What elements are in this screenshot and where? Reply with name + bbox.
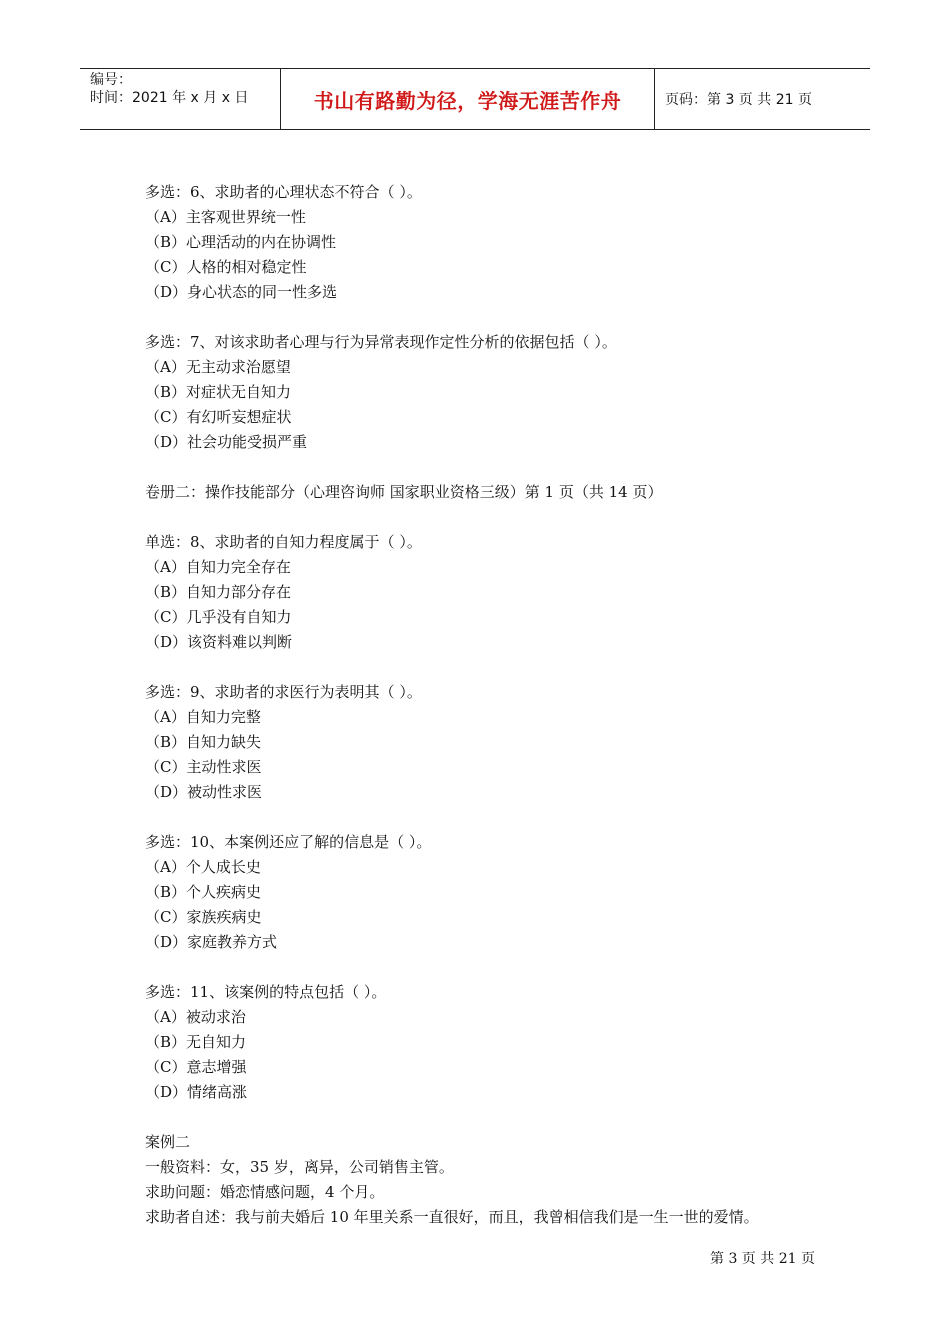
paragraph-gap	[145, 955, 845, 980]
text-line: 多选：6、求助者的心理状态不符合（ ）。	[145, 183, 422, 201]
serial-label: 编号：	[90, 72, 132, 88]
text-line: （C）主动性求医	[145, 758, 262, 776]
text-line: （A）主客观世界统一性	[145, 208, 306, 226]
text-line: （A）被动求治	[145, 1008, 246, 1026]
text-line: 单选：8、求助者的自知力程度属于（ ）。	[145, 533, 422, 551]
paragraph-gap	[145, 655, 845, 680]
text-line: 求助者自述：我与前夫婚后 10 年里关系一直很好，而且，我曾相信我们是一生一世的爱情。	[145, 1208, 759, 1226]
text-line: （C）人格的相对稳定性	[145, 258, 307, 276]
text-line: （B）心理活动的内在协调性	[145, 233, 337, 251]
paragraph-gap	[145, 455, 845, 480]
page-footer: 第 3 页 共 21 页	[710, 1251, 815, 1267]
text-line: 多选：7、对该求助者心理与行为异常表现作定性分析的依据包括（ ）。	[145, 333, 617, 351]
text-line: （B）自知力部分存在	[145, 583, 292, 601]
text-line: 多选：11、该案例的特点包括（ ）。	[145, 983, 387, 1001]
paragraph-gap	[145, 1105, 845, 1130]
text-line: （C）意志增强	[145, 1058, 247, 1076]
text-line: （A）自知力完整	[145, 708, 261, 726]
text-line: （C）家族疾病史	[145, 908, 262, 926]
text-line: （B）自知力缺失	[145, 733, 262, 751]
text-line: （B）对症状无自知力	[145, 383, 292, 401]
header-page-code: 页码：第 3 页 共 21 页	[665, 92, 812, 108]
text-line: 一般资料：女，35 岁，离异，公司销售主管。	[145, 1158, 454, 1176]
date-line: 时间：2021 年 x 月 x 日	[90, 90, 249, 106]
text-line: （D）身心状态的同一性多选	[145, 283, 338, 301]
text-line: （C）几乎没有自知力	[145, 608, 292, 626]
paragraph-gap	[145, 505, 845, 530]
text-line: （D）社会功能受损严重	[145, 433, 308, 451]
page-header	[80, 68, 870, 130]
text-line: 求助问题：婚恋情感问题，4 个月。	[145, 1183, 385, 1201]
text-line: （A）无主动求治愿望	[145, 358, 291, 376]
header-motto: 书山有路勤为径，学海无涯苦作舟	[281, 69, 655, 129]
text-line: （C）有幻听妄想症状	[145, 408, 292, 426]
text-line: （B）个人疾病史	[145, 883, 262, 901]
text-line: （A）个人成长史	[145, 858, 261, 876]
document-body	[145, 180, 845, 1230]
text-line: （D）该资料难以判断	[145, 633, 293, 651]
header-meta	[80, 69, 281, 129]
text-line: 多选：9、求助者的求医行为表明其（ ）。	[145, 683, 422, 701]
paragraph-gap	[145, 305, 845, 330]
text-line: （A）自知力完全存在	[145, 558, 291, 576]
paragraph-gap	[145, 805, 845, 830]
text-line: 多选：10、本案例还应了解的信息是（ ）。	[145, 833, 432, 851]
text-line: （B）无自知力	[145, 1033, 247, 1051]
text-line: 卷册二：操作技能部分（心理咨询师 国家职业资格三级）第 1 页（共 14 页）	[145, 483, 663, 501]
text-line: （D）家庭教养方式	[145, 933, 278, 951]
text-line: （D）被动性求医	[145, 783, 263, 801]
text-line: （D）情绪高涨	[145, 1083, 248, 1101]
text-line: 案例二	[145, 1133, 191, 1151]
